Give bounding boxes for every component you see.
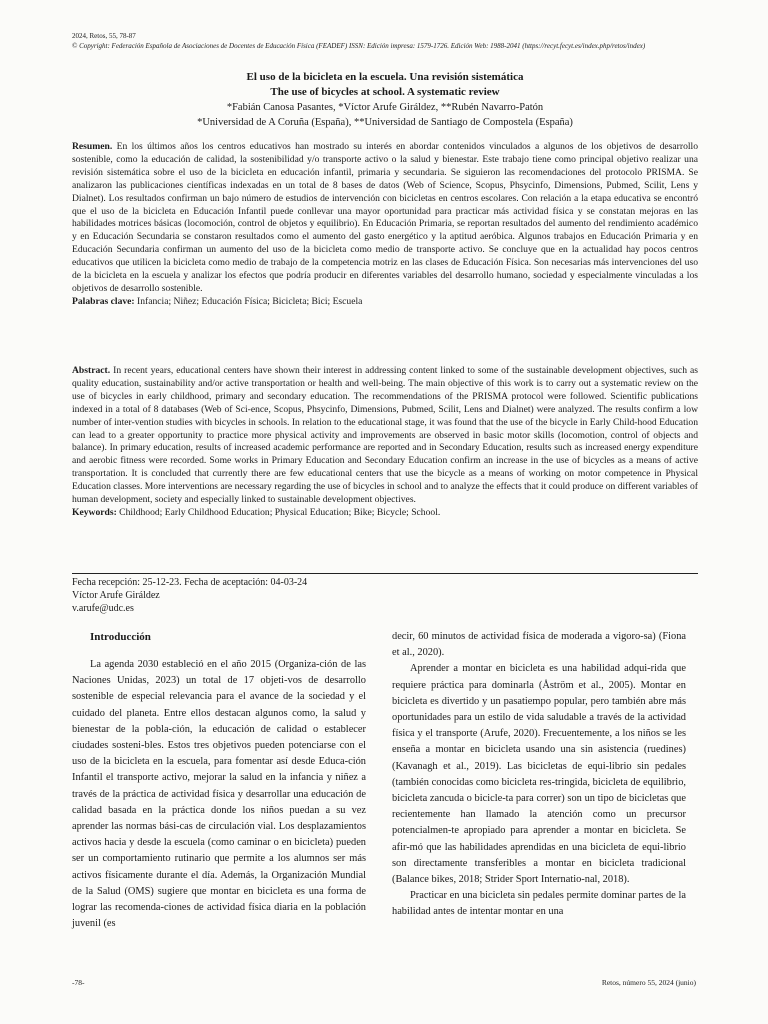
journal-citation: 2024, Retos, 55, 78-87 xyxy=(72,32,136,40)
authors: *Fabián Canosa Pasantes, *Víctor Arufe Giráldez, **Rubén Navarro-Patón xyxy=(226,102,544,113)
abstract-block xyxy=(72,365,698,520)
corresponding-author: Víctor Arufe Giráldez xyxy=(72,590,160,601)
body-paragraph: decir, 60 minutos de actividad física de moderada a vigoro-sa) (Fiona et al., 2020). xyxy=(392,631,686,659)
section-heading-introduccion: Introducción xyxy=(90,631,151,643)
body-column-right xyxy=(392,629,686,921)
abstract-text: In recent years, educational centers have shown their interest in addressing content linked to some of the sustainable development objectives, such as quality education, sustainability and/or active transportation or health and well-being. The main objective of this work is to carry out a systematic review on the use of bicycles in early childhood, primary and secondary education. The recommendations of the PRISMA protocol were followed. Scientific publications indexed in a total of 8 databases (Web of Sci-ence, Scopus, Phsycinfo, Dimensions, Pubmed, Scilit, Lens and Dialnet) were analyzed. The results confirm a low number of inter-vention studies with bicycles in schools. In relation to the educational stage, it was found that the use of the bicycle in Early Child-hood Education can lead to a greater opportunity to practice more physical activity and improvements are observed in basic motor skills (locomotion, control of objects and balance). In primary education, results of increased academic performance are reported and in Secondary Education, results such as increased energy expenditure and aerobic fitness were recorded. Some works in Primary Education and Secondary Education confirm an increase in the use of bicycles as a means of active transportation. It is concluded that currently there are few educational centers that use the bicycle as a means of working on motor competence in Physical Education classes. More interventions are necessary regarding the use of bicycles in school and to analyze the effects that it could produce on different variables of human development, society and especially linked to sustainable development objectives. xyxy=(72,365,698,506)
body-paragraph: Practicar en una bicicleta sin pedales permite dominar partes de la habilidad antes de intentar montar en una xyxy=(392,890,686,918)
article-meta xyxy=(72,576,307,615)
journal-footer: Retos, número 55, 2024 (junio) xyxy=(601,978,696,987)
body-column-left xyxy=(72,629,366,932)
author-email[interactable]: v.arufe@udc.es xyxy=(72,603,134,614)
copyright-line: © Copyright: Federación Española de Asociaciones de Docentes de Educación Física (FEADEF) ISSN: Edición impresa: 1579-1726. Edición Web: 1988-2041 (https://recyt.fecyt.es/index.php/retos/index) xyxy=(72,42,646,50)
body-paragraph: Aprender a montar en bicicleta es una habilidad adqui-rida que requiere práctica para dominarla (Åström et al., 2005). Montar en bicicleta es divertido y un pasatiempo popular, pero también abre más oportunidades para un estilo de vida saludable a través de la actividad física y el transporte (Arufe, 2020). Frecuentemente, a los niños se les enseña a montar en bicicleta usando una sin asistencia (ruedines) (Kavanagh et al., 2019). Las bicicletas de equi-librio sin pedales (también conocidas como bicicleta res-tringida, bicicleta de equilibrio, bicicleta zancuda o bicicle-ta para correr) son un tipo de bicicletas que recientemente han llamado la atención como un precursor potencialmen-te apropiado para aprender a montar en bicicleta. Se afir-mó que las habilidades aprendidas en una bicicleta de equi-librio son directamente transferibles a montar en bicicleta tradicional (Balance bikes, 2018; Strider Sport Internatio-nal, 2018). xyxy=(392,663,686,886)
keywords-text: Childhood; Early Childhood Education; Physical Education; Bike; Bicycle; School. xyxy=(119,506,441,518)
resumen-text: En los últimos años los centros educativos han mostrado su interés en abordar contenidos vinculados a algunos de los objetivos de desarrollo sostenible, como la educación de calidad, la sostenibilidad y/o transporte activo o la salud y bienestar. Este trabajo tiene como principal objetivo realizar una revisión sistemática sobre el uso de la bicicleta en educación infantil, primaria y secundaria. Se siguieron las recomendaciones del protocolo PRISMA. Se analizaron las publicaciones científicas indexadas en un total de 8 bases de datos (Web of Science, Scopus, Phsycinfo, Dimensions, Pubmed, Scilit, Lens y Dialnet). Los resultados confirman un bajo número de estudios de intervención con bicicletas en centros escolares. Con relación a la etapa educativa se encontró que el uso de la bicicleta en Educación Infantil puede conllevar una mayor oportunidad para practicar más actividad física y se constatan mejoras en las habilidades motrices básicas (locomoción, control de objetos y equilibrio). En Educación Primaria, se reportan resultados del aumento del rendimiento académico y en Educación Secundaria se constaron resultados como el aumento del gasto energético y la aptitud aeróbica. Algunos trabajos en Educación Primaria y en Educación Secundaria confirman un aumento del uso de la bicicleta como medio de transporte activo. Se concluye que en la actualidad hay pocos centros educativos que utilicen la bicicleta como medio de trabajo de la competencia motriz en las clases de Educación Física. Son necesarias más intervenciones del uso de la bicicleta en la escuela y analizar los efectos que podría producir en diferentes variables del desarrollo humano, sociedad y especialmente vinculadas a los objetivos de desarrollo sostenible. xyxy=(72,141,698,294)
page-number: -78- xyxy=(72,978,85,987)
body-paragraph: La agenda 2030 estableció en el año 2015 (Organiza-ción de las Naciones Unidas, 2023) un total de 17 objeti-vos de desarrollo sostenible de especial relevancia para el avance de la sociedad y el cuidado del planeta. Entre ellos destacan algunos como, la salud y bienestar de la pobla-ción, la educación de calidad o establecer ciudades sosteni-bles. Estos tres objetivos pueden potenciarse con el uso de la bicicleta en la escuela, para fomentar así desde Educa-ción Infantil el transporte activo, mejorar la salud en la infancia y niñez a través de la práctica de actividad física y desarrollar una educación de calidad basada en la práctica donde los niños puedan a su vez aprender las normas bási-cas de circulación vial. Los desplazamientos activos hacia y desde la escuela (como caminar o en bicicleta) pueden ser un comportamiento rutinario que permite a los alumnos ser más activos físicamente durante el día. Además, la Organización Mundial de la Salud (OMS) sugiere que montar en bicicleta es una forma de lograr las recomenda-ciones de actividad física diaria en la población juvenil (es xyxy=(72,659,366,930)
title-english: The use of bicycles at school. A systematic review xyxy=(270,86,500,98)
palabras-clave-label: Palabras clave: xyxy=(72,295,135,307)
resumen-block xyxy=(72,141,698,309)
resumen-label: Resumen. xyxy=(72,141,113,152)
palabras-clave xyxy=(72,296,698,309)
title-block xyxy=(72,70,698,130)
running-header xyxy=(72,31,712,51)
abstract-paragraph xyxy=(72,365,698,507)
abstract-label: Abstract. xyxy=(72,365,111,376)
reception-dates: Fecha recepción: 25-12-23. Fecha de aceptación: 04-03-24 xyxy=(72,577,308,588)
section-divider xyxy=(72,573,698,574)
title-spanish: El uso de la bicicleta en la escuela. Una revisión sistemática xyxy=(246,71,524,83)
keywords-label: Keywords: xyxy=(72,506,117,518)
resumen-paragraph xyxy=(72,141,698,296)
affiliations: *Universidad de A Coruña (España), **Universidad de Santiago de Compostela (España) xyxy=(197,117,573,128)
keywords xyxy=(72,507,698,520)
palabras-clave-text: Infancia; Niñez; Educación Física; Bicicleta; Bici; Escuela xyxy=(137,295,363,307)
